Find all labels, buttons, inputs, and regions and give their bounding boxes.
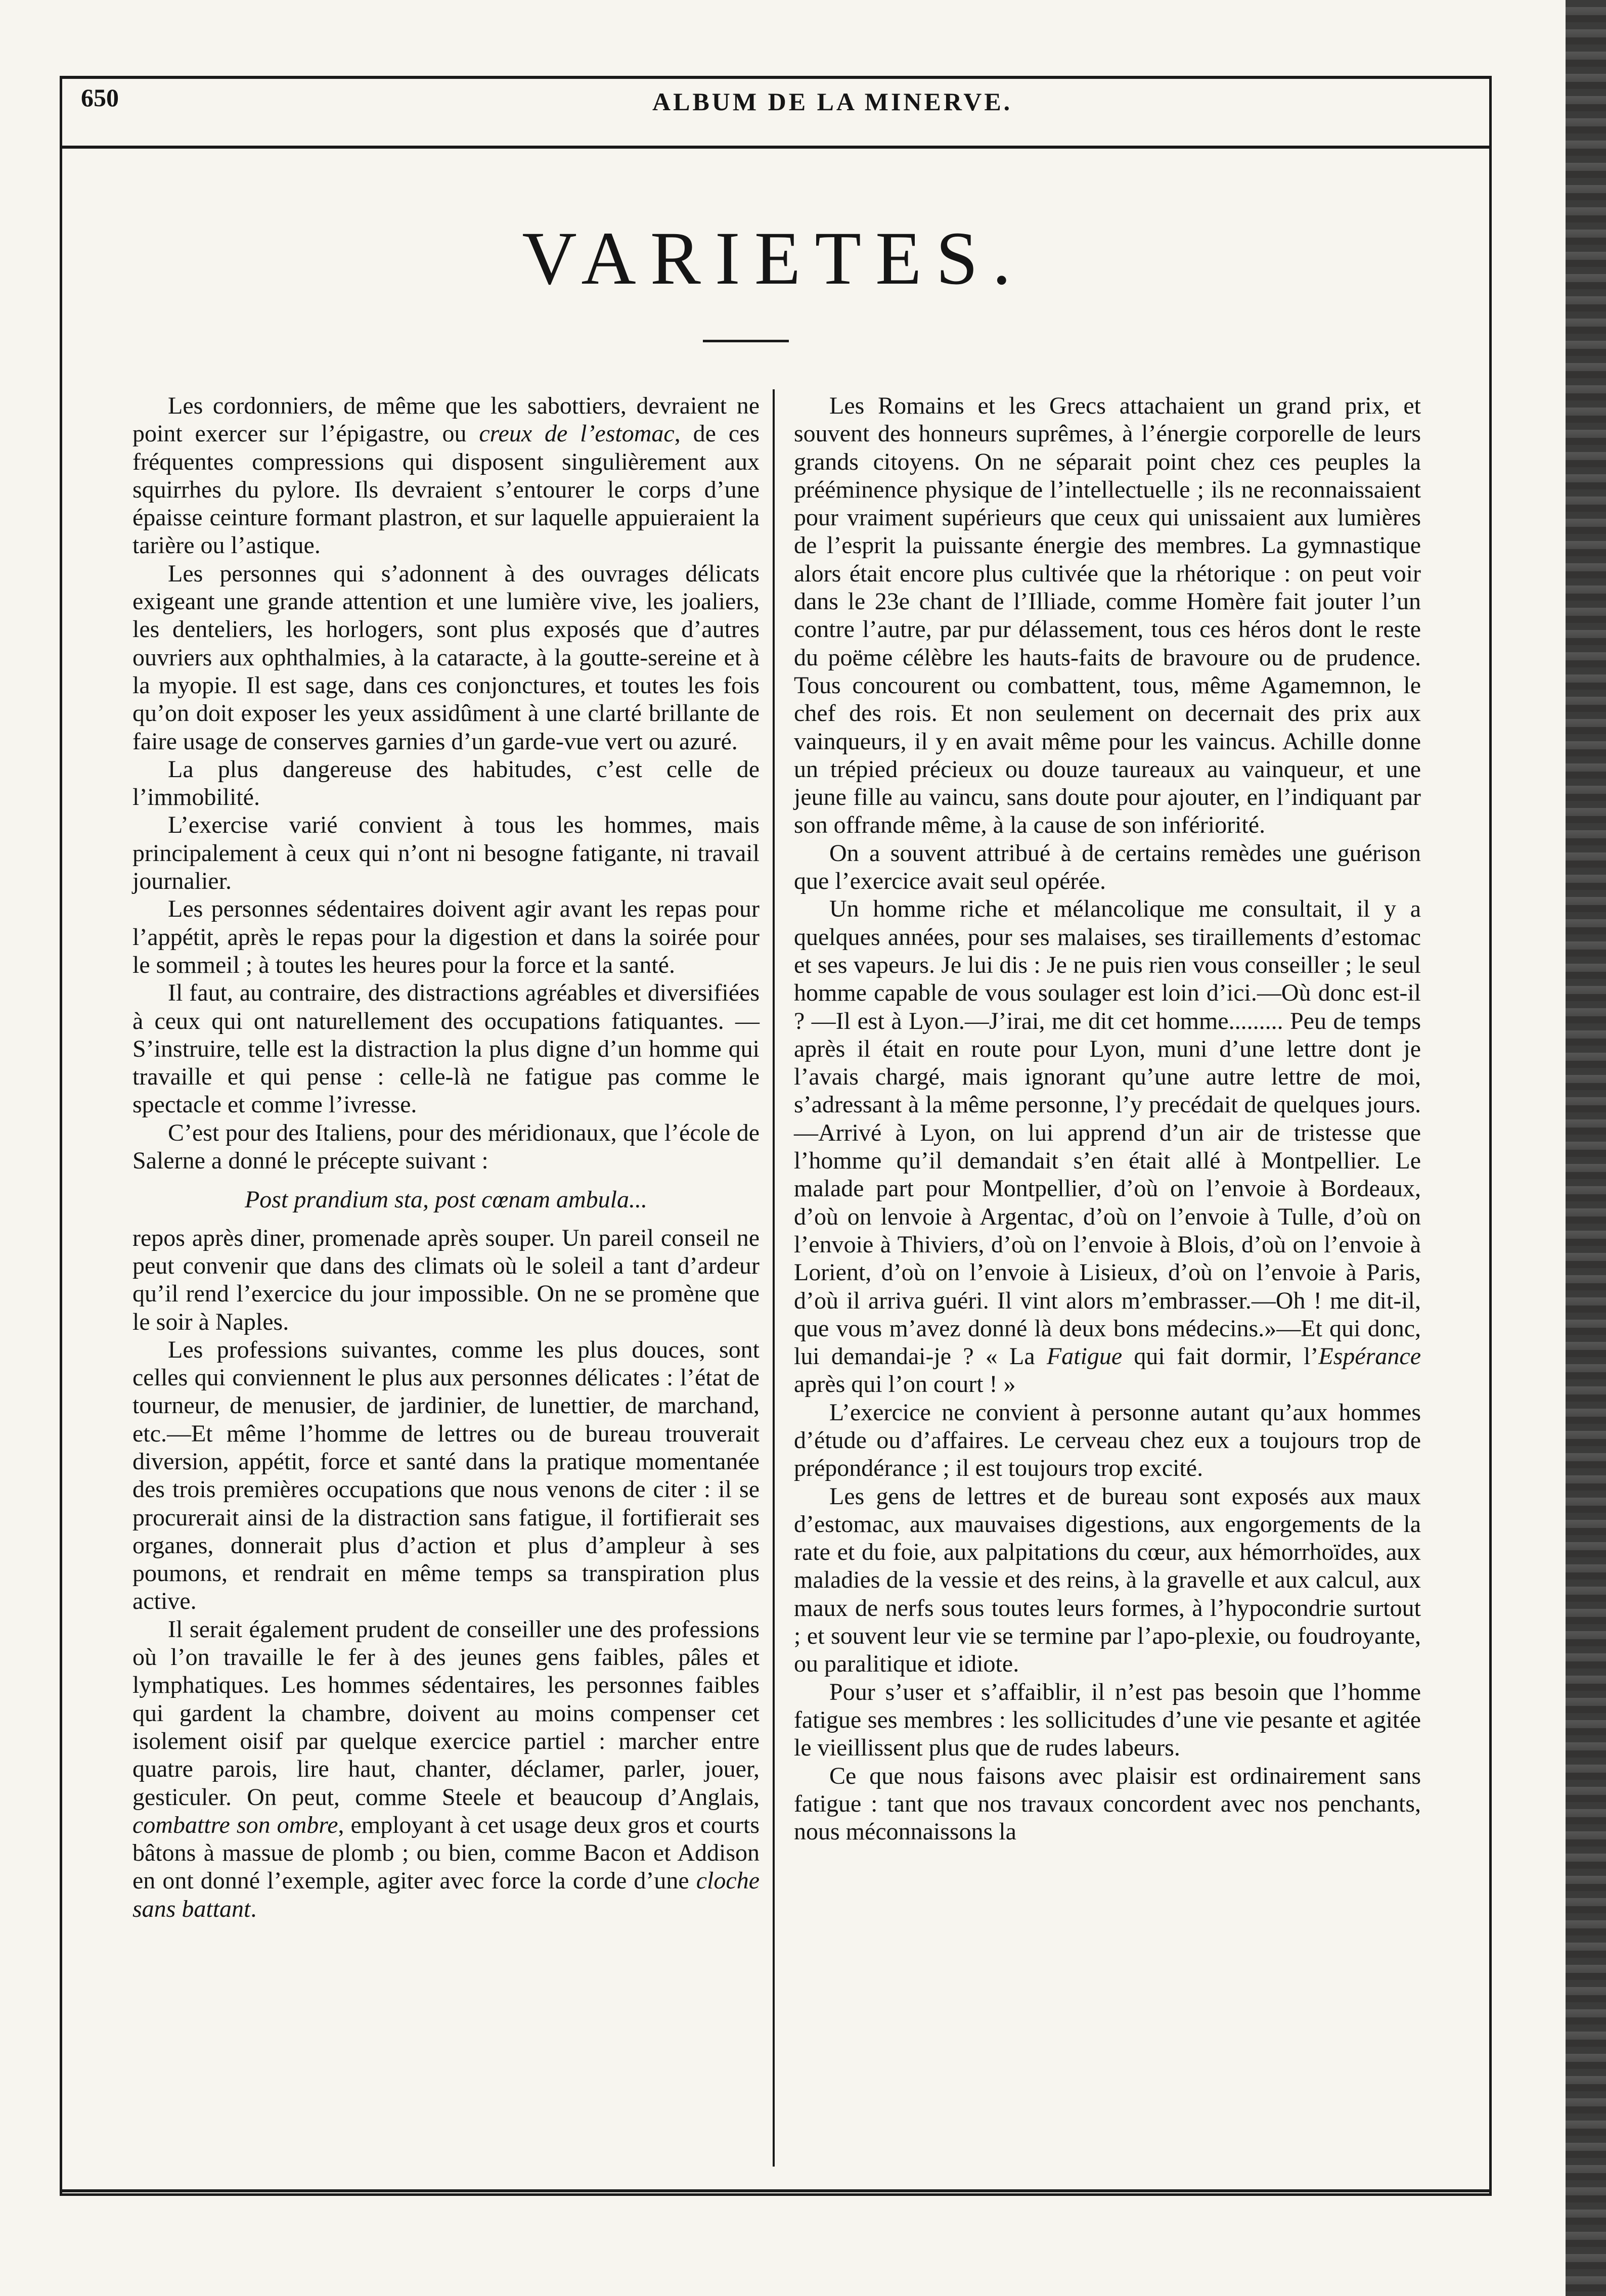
page-number: 650 xyxy=(81,83,119,112)
latin-quote: Post prandium sta, post cœnam ambula... xyxy=(244,1186,648,1213)
paragraph: La plus dangereuse des habitudes, c’est celle de l’immobilité. xyxy=(132,755,760,811)
left-column xyxy=(132,392,760,1923)
paragraph: Pour s’user et s’affaiblir, il n’est pas besoin que l’homme fatigue ses membres : les sollicitudes d’une vie pesante et agitée le vieillissent plus que de rudes labeurs. xyxy=(794,1678,1421,1762)
title-rule xyxy=(703,340,789,342)
paragraph: Les professions suivantes, comme les plus douces, sont celles qui conviennent le plus aux personnes délicates : l’état de tourneur, de menusier, de jardinier, de lunettier, de marchand, etc.—Et même l’homme de lettres ou de bureau trouverait diversion, appétit, force et santé dans la pratique momentanée des trois premières occupations que nous venons de citer : il se procurerait ainsi de la distraction sans fatigue, il fortifierait ses organes, donnerait plus d’action et plus d’ampleur à ses poumons, et rendrait en même temps sa transpiration plus active. xyxy=(132,1336,760,1615)
paragraph: Il faut, au contraire, des distractions agréables et diversifiées à ceux qui ont naturellement des occupations fatiquantes. — S’instruire, telle est la distraction la plus digne d’un homme qui travaille et qui pense : celle-là ne fatigue pas comme le spectacle et comme l’ivresse. xyxy=(132,979,760,1118)
scan-edge-artifact xyxy=(1566,0,1606,2296)
paragraph: L’exercice ne convient à personne autant qu’aux hommes d’étude ou d’affaires. Le cerveau chez eux a toujours trop de prépondérance ; il est toujours trop excité. xyxy=(794,1399,1421,1482)
paragraph: C’est pour des Italiens, pour des méridionaux, que l’école de Salerne a donné le précepte suivant : xyxy=(132,1119,760,1175)
paragraph: repos après diner, promenade après souper. Un pareil conseil ne peut convenir que dans des climats où le soleil a tant d’ardeur qu’il rend l’exercice du jour impossible. On ne se promène que le soir à Naples. xyxy=(132,1224,760,1335)
paragraph: Les cordonniers, de même que les sabottiers, devraient ne point exercer sur l’épigastre, ou creux de l’estomac, de ces fréquentes compressions qui disposent singulièrement aux squirrhes du pylore. Ils devraient s’entourer le corps d’une épaisse ceinture formant plastron, et sur laquelle appuieraient la tarière ou l’astique. xyxy=(132,392,760,559)
paragraph: Les personnes sédentaires doivent agir avant les repas pour l’appétit, après le repas pour la digestion et dans la soirée pour le sommeil ; à toutes les heures pour la force et la santé. xyxy=(132,895,760,978)
column-divider xyxy=(773,389,775,2167)
paragraph: Les personnes qui s’adonnent à des ouvrages délicats exigeant une grande attention et une lumière vive, les joaliers, les denteliers, les horlogers, sont plus exposés que d’autres ouvriers aux ophthalmies, à la cataracte, à la goutte-sereine et à la myopie. Il est sage, dans ces conjonctures, et toutes les fois qu’on doit exposer les yeux assidûment à une clarté brillante de faire usage de conserves garnies d’un garde-vue vert ou azuré. xyxy=(132,560,760,755)
paragraph: On a souvent attribué à de certains remèdes une guérison que l’exercice avait seul opérée. xyxy=(794,839,1421,895)
bottom-rule xyxy=(60,2189,1492,2192)
paragraph: Un homme riche et mélancolique me consultait, il y a quelques années, pour ses malaises, ses tiraillements d’estomac et ses vapeurs. Je lui dis : Je ne puis rien vous conseiller ; le seul homme capable de vous soulager est loin d’ici.—Où donc est-il ? —Il est à Lyon.—J’irai, me dit cet homme......... Peu de temps après il était en route pour Lyon, muni d’une lettre dont je l’avais chargé, mais ignorant qu’une autre lettre de moi, s’adressant à la même personne, l’y precédait de quelques jours. —Arrivé à Lyon, on lui apprend d’un air de tristesse que l’homme qu’il demandait s’en était allé à Montpellier. Le malade part pour Montpellier, d’où on l’envoie à Bordeaux, d’où on lenvoie à Argentac, d’où on l’envoie à Tulle, d’où on l’envoie à Thiviers, d’où on l’envoie à Blois, d’où on l’envoie à Lorient, d’où on l’envoie à Lisieux, d’où on l’envoie à Paris, d’où il arriva guéri. Il vint alors m’embrasser.—Oh ! me dit-il, que vous m’avez donné là deux bons médecins.»—Et qui donc, lui demandai-je ? « La Fatigue qui fait dormir, l’Espérance après qui l’on court ! » xyxy=(794,895,1421,1398)
paragraph: Ce que nous faisons avec plaisir est ordinairement sans fatigue : tant que nos travaux concordent avec nos penchants, nous méconnaissons la xyxy=(794,1762,1421,1845)
paragraph: L’exercise varié convient à tous les hommes, mais principalement à ceux qui n’ont ni besogne fatigante, ni travail journalier. xyxy=(132,812,760,895)
running-title: ALBUM DE LA MINERVE. xyxy=(652,87,1013,116)
paragraph: Les Romains et les Grecs attachaient un grand prix, et souvent des honneurs suprêmes, à l’énergie corporelle de leurs grands citoyens. On ne séparait point chez ces peuples la prééminence physique de l’intellectuelle ; ils ne reconnaissaient pour vraiment supérieurs que ceux qui unissaient aux lumières de l’esprit la puissante énergie des membres. La gymnastique alors était encore plus cultivée que la rhétorique : on peut voir dans le 23e chant de l’Illiade, comme Homère fait jouter l’un contre l’autre, par pur délassement, tous ces héros dont le reste du poëme célèbre les hauts-faits de bravoure ou de prudence. Tous concourent ou combattent, tous, même Agamemnon, le chef des rois. Et non seulement on decernait des prix aux vainqueurs, il y en avait même pour les vaincus. Achille donne un trépied précieux ou douze taureaux au vainqueur, et une jeune fille au vaincu, sans doute pour ajouter, en l’indiquant par son offrande même, à la cause de son infériorité. xyxy=(794,392,1421,839)
right-column xyxy=(794,392,1421,1845)
paragraph: Les gens de lettres et de bureau sont exposés aux maux d’estomac, aux mauvaises digestions, aux engorgements de la rate et du foie, aux palpitations du cœur, aux hémorrhoïdes, aux maladies de la vessie et des reins, à la gravelle et aux calcul, aux maux de nerfs sous toutes leurs formes, à l’hypocondrie surtout ; et souvent leur vie se termine par l’apo-plexie, ou foudroyante, ou paralitique et idiote. xyxy=(794,1482,1421,1678)
paragraph: Il serait également prudent de conseiller une des professions où l’on travaille le fer à des jeunes gens faibles, pâles et lymphatiques. Les hommes sédentaires, les personnes faibles qui gardent la chambre, doivent au moins compenser cet isolement oisif par quelque exercice partiel : marcher entre quatre parois, lire haut, chanter, déclamer, parler, jouer, gesticuler. On peut, comme Steele et beaucoup d’Anglais, combattre son ombre, employant à cet usage deux gros et courts bâtons à massue de plomb ; ou bien, comme Bacon et Addison en ont donné l’exemple, agiter avec force la corde d’une cloche sans battant. xyxy=(132,1615,760,1922)
section-title: VARIETES. xyxy=(522,216,1025,300)
